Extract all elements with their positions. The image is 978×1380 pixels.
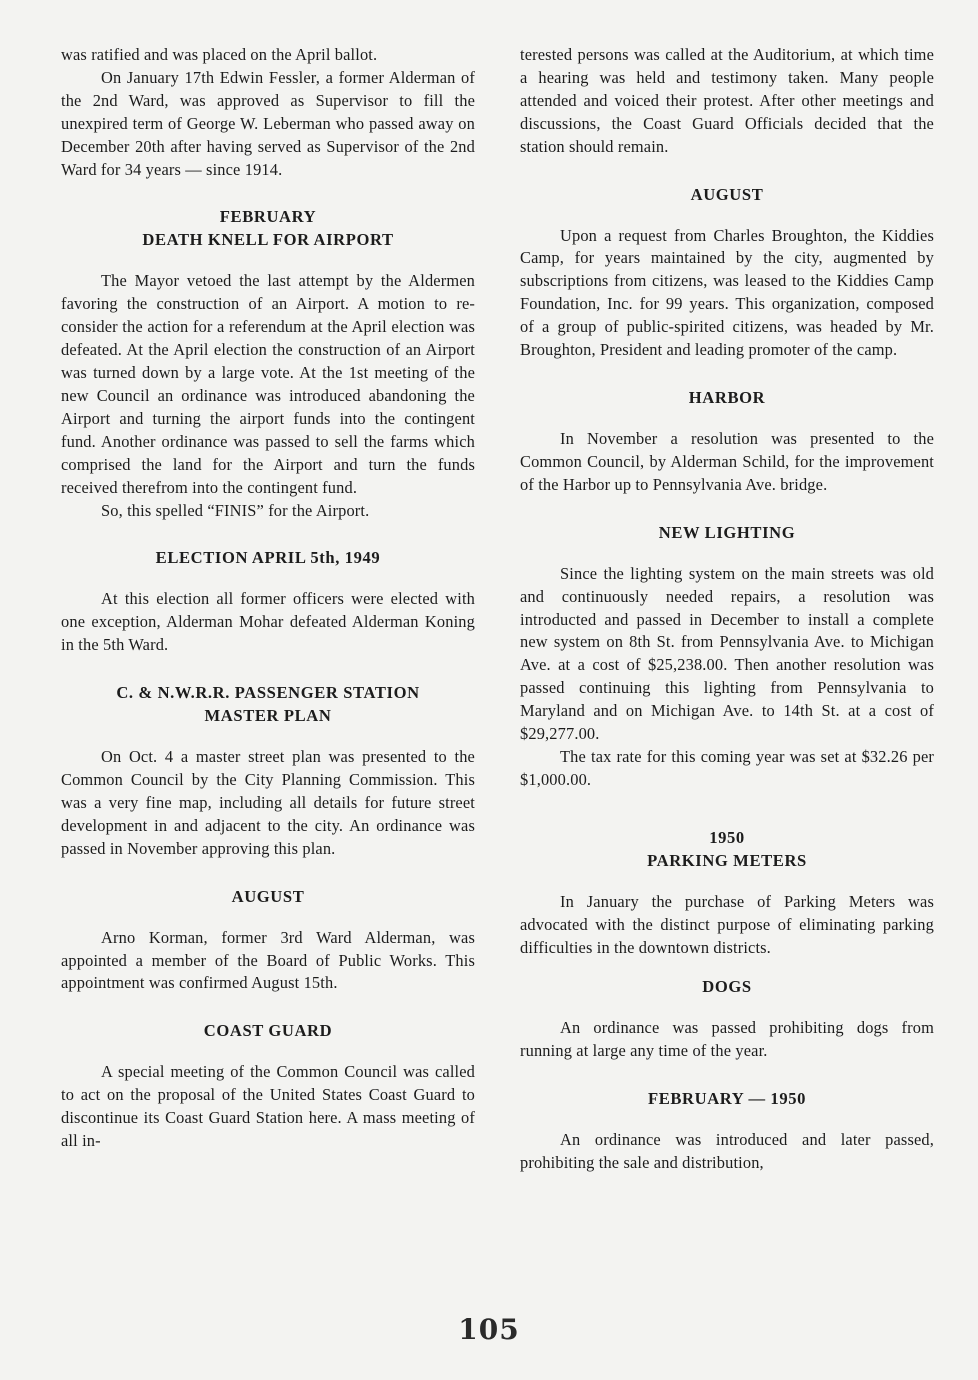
heading-passenger-station [61,681,475,727]
heading-february-airport [61,205,475,251]
paragraph-coast-guard: A special meeting of the Common Council was called to act on the proposal of the United States Coast Guard to discontinue its Coast Guard Station here. A mass meeting of all in- [61,1062,475,1151]
paragraph-kiddies-camp: Upon a request from Charles Broughton, the Kiddies Camp, for years maintained by the city, augmented by subscriptions from citizens, was leased to the Kiddies Camp Foundation, Inc. for 99 years. This organization, composed of a group of public-spirited citizens, was headed by Mr. Broughton, President and leading promoter of the camp. [520,225,934,360]
paragraph-parking: In January the purchase of Parking Meters was advocated with the distinct purpose of eliminating parking difficulties in the downtown districts. [520,891,934,957]
paragraph-coast-guard-continued: terested persons was called at the Auditorium, at which time a hearing was held and testimony taken. Many people attended and voiced their protest. After other meetings and discussions, the Coast Guard Officials decided that the station should remain. [520,45,934,156]
heading-coast-guard: COAST GUARD [203,1021,333,1041]
heading-station-line1: C. & N.W.R.R. PASSENGER STATION [116,683,420,703]
heading-dogs: DOGS [702,977,752,997]
left-column [61,44,475,1153]
right-column [520,44,934,1175]
paragraph-harbor: In November a resolution was presented to the Common Council, by Alderman Schild, for the improvement of the Harbor up to Pennsylvania Ave. bridge. [520,428,934,494]
paragraph-master-plan: On Oct. 4 a master street plan was presented to the Common Council by the City Planning Commission. This was a very fine map, including all details for future street development in and adjacent to the city. An ordinance was passed in November approving this plan. [61,747,475,858]
heading-february-1950: FEBRUARY — 1950 [647,1089,807,1109]
paragraph-ratified: was ratified and was placed on the April ballot. [61,45,378,64]
paragraph-dogs: An ordinance was passed prohibiting dogs from running at large any time of the year. [520,1018,934,1061]
page-number: 105 [458,1313,520,1346]
paragraph-korman: Arno Korman, former 3rd Ward Alderman, was appointed a member of the Board of Public Works. This appointment was confirmed August 15th. [61,927,475,993]
heading-parking: PARKING METERS [647,850,807,870]
heading-august-right: AUGUST [690,184,764,204]
heading-death-knell: DEATH KNELL FOR AIRPORT [142,230,394,250]
paragraph-airport: The Mayor vetoed the last attempt by the Aldermen favoring the construction of an Airport. A motion to re-consider the action for a referendum at the April election was defeated. At the April election the construction of an Airport was turned down by a large vote. At the 1st meeting of the new Council an ordinance was introduced abandoning the Airport and turning the airport funds into the contingent fund. Another ordinance was passed to sell the farms which comprised the land for the Airport and turn the funds received therefrom into the contingent fund. [61,271,475,497]
paragraph-finis: So, this spelled “FINIS” for the Airport. [101,500,370,520]
paragraph-tax-rate: The tax rate for this coming year was set at $32.26 per $1,000.00. [520,746,934,789]
paragraph-fessler: On January 17th Edwin Fessler, a former Alderman of the 2nd Ward, was approved as Supervisor to fill the unexpired term of George W. Leberman who passed away on December 20th after having served as Supervisor of the 2nd Ward for 34 years — since 1914. [61,67,475,179]
paragraph-election: At this election all former officers were elected with one exception, Alderman Mohar defeated Alderman Koning in the 5th Ward. [61,589,475,655]
heading-harbor: HARBOR [688,387,766,407]
paragraph-lighting: Since the lighting system on the main streets was old and continuously needed repairs, a resolution was introducted and passed in December to install a complete new system on 8th St. from Pennsylvania Ave. to Michigan Ave. at a cost of $25,238.00. Then another resolution was passed continuing this lighting from Pennsylvania to Maryland and on Michigan Ave. to 14th St. at a cost of $29,277.00. [520,563,934,744]
heading-parking-meters [520,826,934,872]
heading-station-line2: MASTER PLAN [204,706,332,726]
heading-new-lighting: NEW LIGHTING [658,522,796,542]
paragraph-february-1950: An ordinance was introduced and later passed, prohibiting the sale and distribution, [520,1130,934,1173]
heading-february: FEBRUARY [219,207,317,227]
heading-year-1950: 1950 [709,827,745,847]
heading-august-left: AUGUST [231,886,305,906]
heading-election: ELECTION APRIL 5th, 1949 [155,548,381,568]
